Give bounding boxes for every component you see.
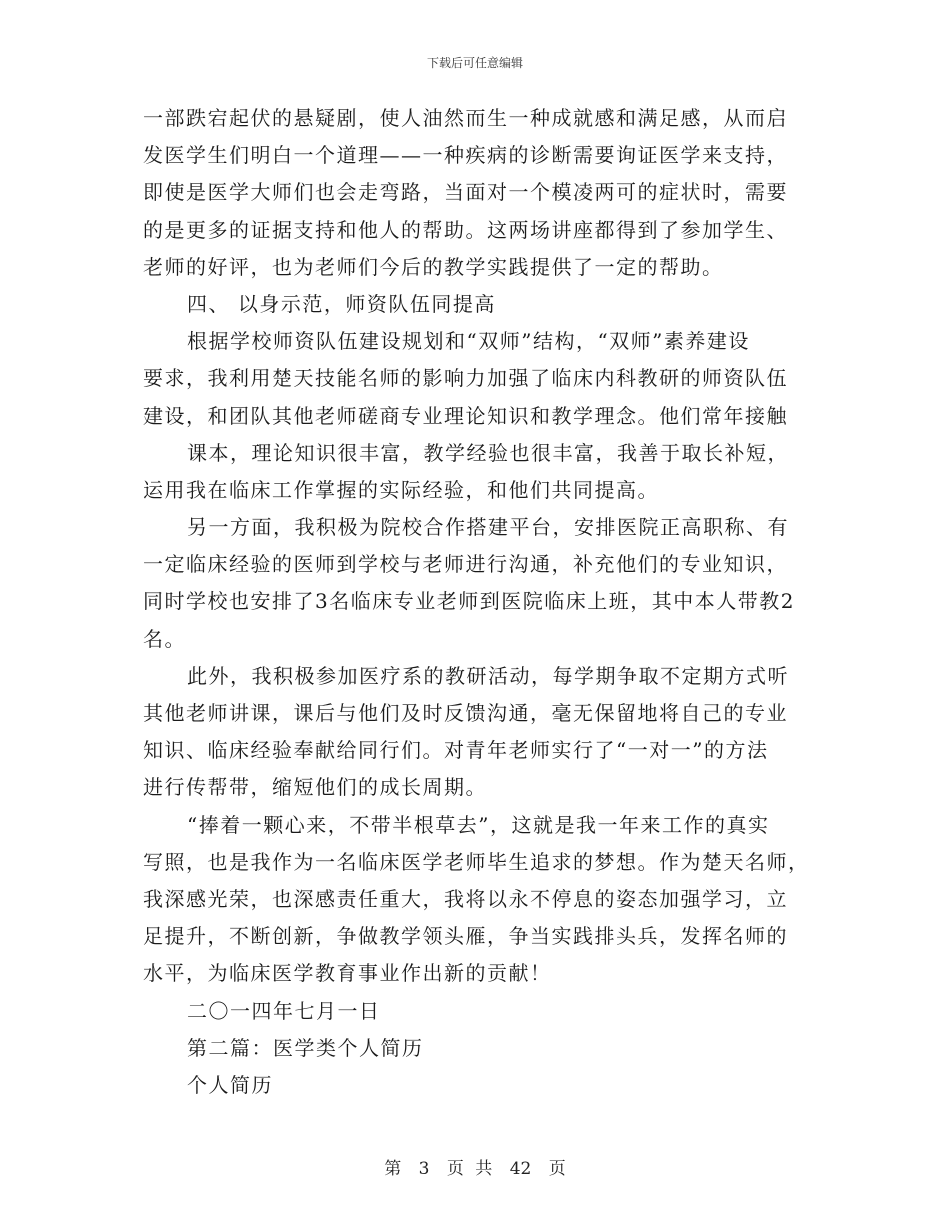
- text-line: 即使是医学大师们也会走弯路，当面对一个模凌两可的症状时，需要: [143, 180, 788, 205]
- text-line: 此外，我积极参加医疗系的教研活动，每学期争取不定期方式听: [187, 663, 789, 688]
- text-line: 要求，我利用楚天技能名师的影响力加强了临床内科教研的师资队伍: [143, 366, 788, 391]
- text-line: 另一方面，我积极为院校合作搭建平台，安排医院正高职称、有: [187, 515, 789, 540]
- text-line: 第二篇：医学类个人简历: [187, 1035, 424, 1060]
- text-line: 发医学生们明白一个道理——一种疾病的诊断需要询证医学来支持，: [143, 143, 788, 168]
- text-line: 水平，为临床医学教育事业作出新的贡献！: [143, 961, 552, 986]
- text-line: 二〇一四年七月一日: [187, 998, 381, 1023]
- text-line: 同时学校也安排了3名临床专业老师到医院临床上班，其中本人带教2: [143, 589, 795, 614]
- footer-total-pages: 42: [509, 1159, 532, 1179]
- footer-middle: 页 共: [446, 1159, 493, 1179]
- text-line: 运用我在临床工作掌握的实际经验，和他们共同提高。: [143, 477, 659, 502]
- text-line: 四、 以身示范，师资队伍同提高: [187, 291, 496, 316]
- text-line: 一部跌宕起伏的悬疑剧，使人油然而生一种成就感和满足感，从而启: [143, 106, 788, 130]
- text-line: 写照，也是我作为一名临床医学老师毕生追求的梦想。作为楚天名师，: [143, 849, 810, 874]
- text-line: 足提升，不断创新，争做教学领头雁，争当实践排头兵，发挥名师的: [143, 924, 788, 949]
- page-header: 下载后可任意编辑: [426, 56, 523, 70]
- document-body: [143, 100, 810, 1104]
- text-line: 其他老师讲课，课后与他们及时反馈沟通，毫无保留地将自己的专业: [143, 701, 788, 725]
- footer-prefix: 第: [384, 1159, 402, 1179]
- page-footer: [0, 1154, 950, 1179]
- text-line: “捧着一颗心来，不带半根草去”，这就是我一年来工作的真实: [187, 812, 770, 837]
- text-line: 我深感光荣，也深感责任重大，我将以永不停息的姿态加强学习，立: [143, 886, 788, 911]
- text-line: 一定临床经验的医师到学校与老师进行沟通，补充他们的专业知识，: [143, 552, 788, 577]
- text-line: 知识、临床经验奉献给同行们。对青年老师实行了“一对一”的方法: [143, 738, 769, 763]
- text-line: 老师的好评，也为老师们今后的教学实践提供了一定的帮助。: [143, 254, 724, 279]
- footer-suffix: 页: [548, 1159, 566, 1179]
- text-line: 的是更多的证据支持和他人的帮助。这两场讲座都得到了参加学生、: [143, 217, 788, 242]
- footer-page-number: 3: [418, 1159, 430, 1179]
- text-line: 进行传帮带，缩短他们的成长周期。: [143, 775, 487, 800]
- text-line: 课本，理论知识很丰富，教学经验也很丰富，我善于取长补短，: [187, 440, 789, 465]
- text-line: 个人简历: [187, 1072, 273, 1097]
- text-line: 建设，和团队其他老师磋商专业理论知识和教学理念。他们常年接触: [143, 403, 788, 428]
- text-line: 名。: [143, 626, 186, 651]
- text-line: 根据学校师资队伍建设规划和“双师”结构，“双师”素养建设: [187, 329, 750, 354]
